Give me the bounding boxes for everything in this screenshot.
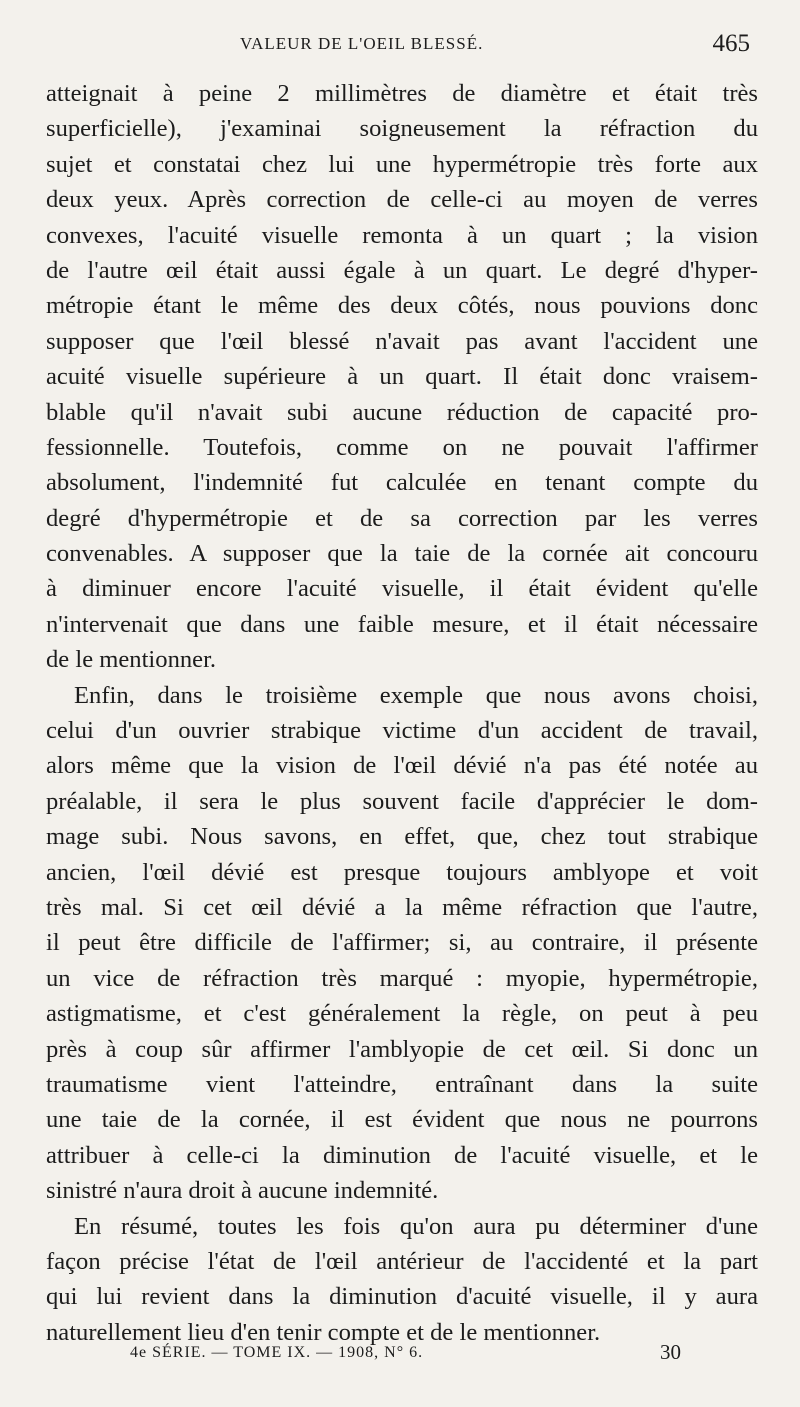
text-line: supposer que l'œil blessé n'avait pas avant l'accident une — [46, 327, 758, 355]
text-line: degré d'hypermétropie et de sa correction par les verres — [46, 504, 758, 532]
text-line: métropie étant le même des deux côtés, nous pouvions donc — [46, 292, 758, 320]
text-line: sujet et constatai chez lui une hypermétropie très forte aux — [46, 150, 758, 178]
text-line: à diminuer encore l'acuité visuelle, il était évident qu'elle — [46, 575, 758, 603]
text-line: il peut être difficile de l'affirmer; si, au contraire, il présente — [46, 929, 758, 957]
text-line: qui lui revient dans la diminution d'acuité visuelle, il y aura — [46, 1283, 758, 1311]
paragraph — [46, 76, 758, 678]
text-line: convexes, l'acuité visuelle remonta à un quart ; la vision — [46, 221, 758, 249]
text-line: fessionnelle. Toutefois, comme on ne pouvait l'affirmer — [46, 433, 758, 461]
body-text — [46, 76, 758, 1350]
text-line: traumatisme vient l'atteindre, entraînant dans la suite — [46, 1070, 758, 1098]
text-line: de le mentionner. — [46, 646, 217, 674]
text-line: n'intervenait que dans une faible mesure, et il était nécessaire — [46, 610, 758, 638]
text-line: façon précise l'état de l'œil antérieur de l'accidenté et la part — [46, 1247, 758, 1275]
text-line: de l'autre œil était aussi égale à un quart. Le degré d'hyper- — [46, 256, 758, 284]
text-line: convenables. A supposer que la taie de la cornée ait concouru — [46, 540, 758, 568]
text-line: une taie de la cornée, il est évident que nous ne pourrons — [46, 1106, 758, 1134]
text-line: mage subi. Nous savons, en effet, que, chez tout strabique — [46, 823, 758, 851]
series-line: 4e SÉRIE. — TOME IX. — 1908, N° 6. — [130, 1344, 424, 1361]
page-number: 465 — [712, 30, 750, 57]
text-line: deux yeux. Après correction de celle-ci au moyen de verres — [46, 186, 758, 214]
signature-mark: 30 — [660, 1340, 681, 1364]
text-line: En résumé, toutes les fois qu'on aura pu déterminer d'une — [74, 1212, 758, 1240]
text-line: sinistré n'aura droit à aucune indemnité. — [46, 1177, 439, 1205]
text-line: blable qu'il n'avait subi aucune réduction de capacité pro- — [46, 398, 758, 426]
text-line: préalable, il sera le plus souvent facile d'apprécier le dom- — [46, 787, 758, 815]
text-line: superficielle), j'examinai soigneusement la réfraction du — [46, 115, 758, 143]
page-header — [0, 30, 800, 66]
text-line: absolument, l'indemnité fut calculée en tenant compte du — [46, 469, 758, 497]
text-line: acuité visuelle supérieure à un quart. Il était donc vraisem- — [46, 363, 758, 391]
text-line: astigmatisme, et c'est généralement la règle, on peut à peu — [46, 1000, 758, 1028]
text-line: près à coup sûr affirmer l'amblyopie de cet œil. Si donc un — [46, 1035, 758, 1063]
text-line: ancien, l'œil dévié est presque toujours amblyope et voit — [46, 858, 758, 886]
paragraph — [46, 1209, 758, 1351]
text-line: Enfin, dans le troisième exemple que nous avons choisi, — [74, 681, 758, 709]
running-head: VALEUR DE L'OEIL BLESSÉ. — [240, 34, 484, 53]
text-line: naturellement lieu d'en tenir compte et de le mentionner. — [46, 1318, 601, 1346]
text-line: attribuer à celle-ci la diminution de l'acuité visuelle, et le — [46, 1141, 758, 1169]
paragraph — [46, 678, 758, 1209]
text-line: un vice de réfraction très marqué : myopie, hypermétropie, — [46, 964, 758, 992]
text-line: celui d'un ouvrier strabique victime d'un accident de travail, — [46, 717, 758, 745]
page-footer — [0, 1340, 800, 1370]
text-line: atteignait à peine 2 millimètres de diamètre et était très — [46, 80, 758, 107]
text-line: alors même que la vision de l'œil dévié n'a pas été notée au — [46, 752, 758, 780]
text-line: très mal. Si cet œil dévié a la même réfraction que l'autre, — [46, 893, 758, 921]
